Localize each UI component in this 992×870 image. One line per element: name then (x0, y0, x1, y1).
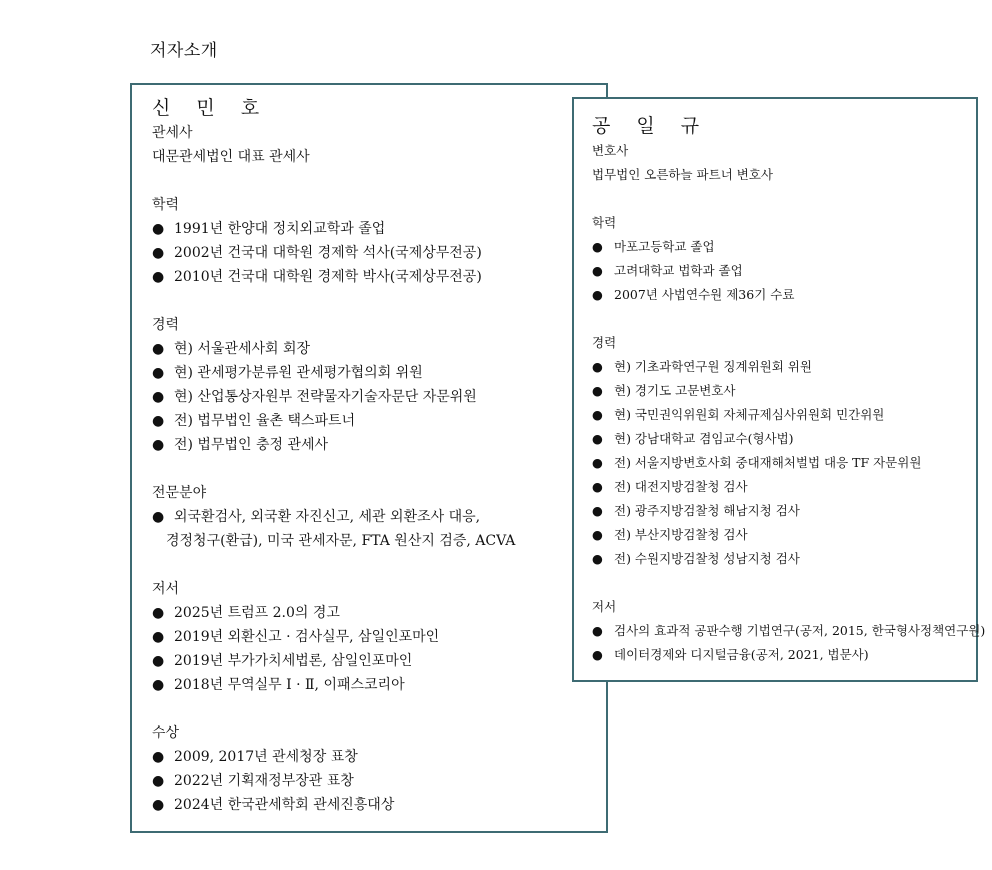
bullet-icon: ● (152, 221, 165, 237)
education-list (152, 217, 515, 289)
list-item-continuation: 경정청구(환급), 미국 관세자문, FTA 원산지 검증, ACVA (166, 533, 516, 549)
bullet-icon: ● (592, 455, 603, 470)
bullet-icon: ● (152, 509, 165, 525)
list-item: ● 2007년 사법연수원 제36기 수료 (592, 283, 985, 307)
author-position: 법무법인 오른하늘 파트너 변호사 (592, 167, 773, 182)
list-item: ● 데이터경제와 디지털금융(공저, 2021, 법문사) (592, 643, 985, 667)
author-role: 변호사 (592, 143, 629, 158)
specialty-list (152, 505, 515, 553)
list-item: ● 현) 기초과학연구원 징계위원회 위원 (592, 355, 985, 379)
bullet-icon: ● (152, 245, 165, 261)
bullet-icon: ● (152, 437, 165, 453)
list-item: ● 고려대학교 법학과 졸업 (592, 259, 985, 283)
bullet-icon: ● (152, 653, 165, 669)
bullet-icon: ● (592, 359, 603, 374)
bullet-icon: ● (152, 269, 165, 285)
bullet-icon: ● (152, 341, 165, 357)
page-heading: 저자소개 (150, 41, 218, 61)
list-item: ● 2024년 한국관세학회 관세진흥대상 (152, 793, 515, 817)
section-title-publications: 저서 (592, 599, 617, 614)
section-title-career: 경력 (592, 335, 617, 350)
section-title-specialty: 전문분야 (152, 485, 207, 501)
bullet-icon: ● (592, 383, 603, 398)
list-item: ● 전) 수원지방검찰청 성남지청 검사 (592, 547, 985, 571)
bullet-icon: ● (152, 629, 165, 645)
career-list (152, 337, 515, 457)
bullet-icon: ● (152, 605, 165, 621)
list-item: ● 2018년 무역실무 Ⅰ · Ⅱ, 이패스코리아 (152, 673, 515, 697)
bullet-icon: ● (152, 413, 165, 429)
section-title-education: 학력 (152, 197, 180, 213)
list-item: ● 2019년 외환신고 · 검사실무, 삼일인포마인 (152, 625, 515, 649)
author-position: 대문관세법인 대표 관세사 (152, 149, 310, 165)
bullet-icon: ● (592, 503, 603, 518)
bullet-icon: ● (592, 431, 603, 446)
list-item: ● 전) 법무법인 율촌 택스파트너 (152, 409, 515, 433)
bullet-icon: ● (592, 647, 603, 662)
author-profile-gong (572, 97, 986, 682)
career-list (592, 355, 985, 571)
list-item: ● 2002년 건국대 대학원 경제학 석사(국제상무전공) (152, 241, 515, 265)
bullet-icon: ● (592, 479, 603, 494)
publications-list (152, 601, 515, 697)
education-list (592, 235, 985, 307)
list-item: ● 현) 산업통상자원부 전략물자기술자문단 자문위원 (152, 385, 515, 409)
bullet-icon: ● (592, 551, 603, 566)
author-name: 신 민 호 (152, 97, 270, 119)
list-item: ● 현) 강남대학교 겸임교수(형사법) (592, 427, 985, 451)
bullet-icon: ● (152, 797, 165, 813)
list-item: ● 외국환검사, 외국환 자진신고, 세관 외환조사 대응, (152, 505, 515, 529)
list-item: ● 현) 서울관세사회 회장 (152, 337, 515, 361)
section-title-career: 경력 (152, 317, 180, 333)
list-item: ● 마포고등학교 졸업 (592, 235, 985, 259)
section-title-awards: 수상 (152, 725, 180, 741)
author-name: 공 일 규 (592, 115, 710, 137)
section-title-education: 학력 (592, 215, 617, 230)
list-item: ● 전) 부산지방검찰청 검사 (592, 523, 985, 547)
list-item: ● 전) 법무법인 충정 관세사 (152, 433, 515, 457)
list-item: ● 2010년 건국대 대학원 경제학 박사(국제상무전공) (152, 265, 515, 289)
bullet-icon: ● (592, 407, 603, 422)
list-item: ● 현) 관세평가분류원 관세평가협의회 위원 (152, 361, 515, 385)
list-item: ● 2025년 트럼프 2.0의 경고 (152, 601, 515, 625)
bullet-icon: ● (592, 239, 603, 254)
bullet-icon: ● (592, 623, 603, 638)
awards-list (152, 745, 515, 817)
publications-list (592, 619, 985, 667)
list-item: ● 전) 광주지방검찰청 해남지청 검사 (592, 499, 985, 523)
bullet-icon: ● (152, 677, 165, 693)
bullet-icon: ● (152, 389, 165, 405)
list-item: ● 전) 서울지방변호사회 중대재해처벌법 대응 TF 자문위원 (592, 451, 985, 475)
bullet-icon: ● (152, 749, 165, 765)
bullet-icon: ● (152, 365, 165, 381)
bullet-icon: ● (592, 287, 603, 302)
list-item: ● 전) 대전지방검찰청 검사 (592, 475, 985, 499)
list-item: ● 현) 국민권익위원회 자체규제심사위원회 민간위원 (592, 403, 985, 427)
list-item: ● 2022년 기획재정부장관 표창 (152, 769, 515, 793)
list-item: ● 검사의 효과적 공판수행 기법연구(공저, 2015, 한국형사정책연구원) (592, 619, 985, 643)
list-item: ● 현) 경기도 고문변호사 (592, 379, 985, 403)
bullet-icon: ● (592, 527, 603, 542)
list-item: ● 2009, 2017년 관세청장 표창 (152, 745, 515, 769)
section-title-publications: 저서 (152, 581, 180, 597)
list-item: ● 2019년 부가가치세법론, 삼일인포마인 (152, 649, 515, 673)
list-item: ● 1991년 한양대 정치외교학과 졸업 (152, 217, 515, 241)
bullet-icon: ● (152, 773, 165, 789)
bullet-icon: ● (592, 263, 603, 278)
author-role: 관세사 (152, 125, 193, 141)
author-profile-shin (130, 83, 608, 833)
